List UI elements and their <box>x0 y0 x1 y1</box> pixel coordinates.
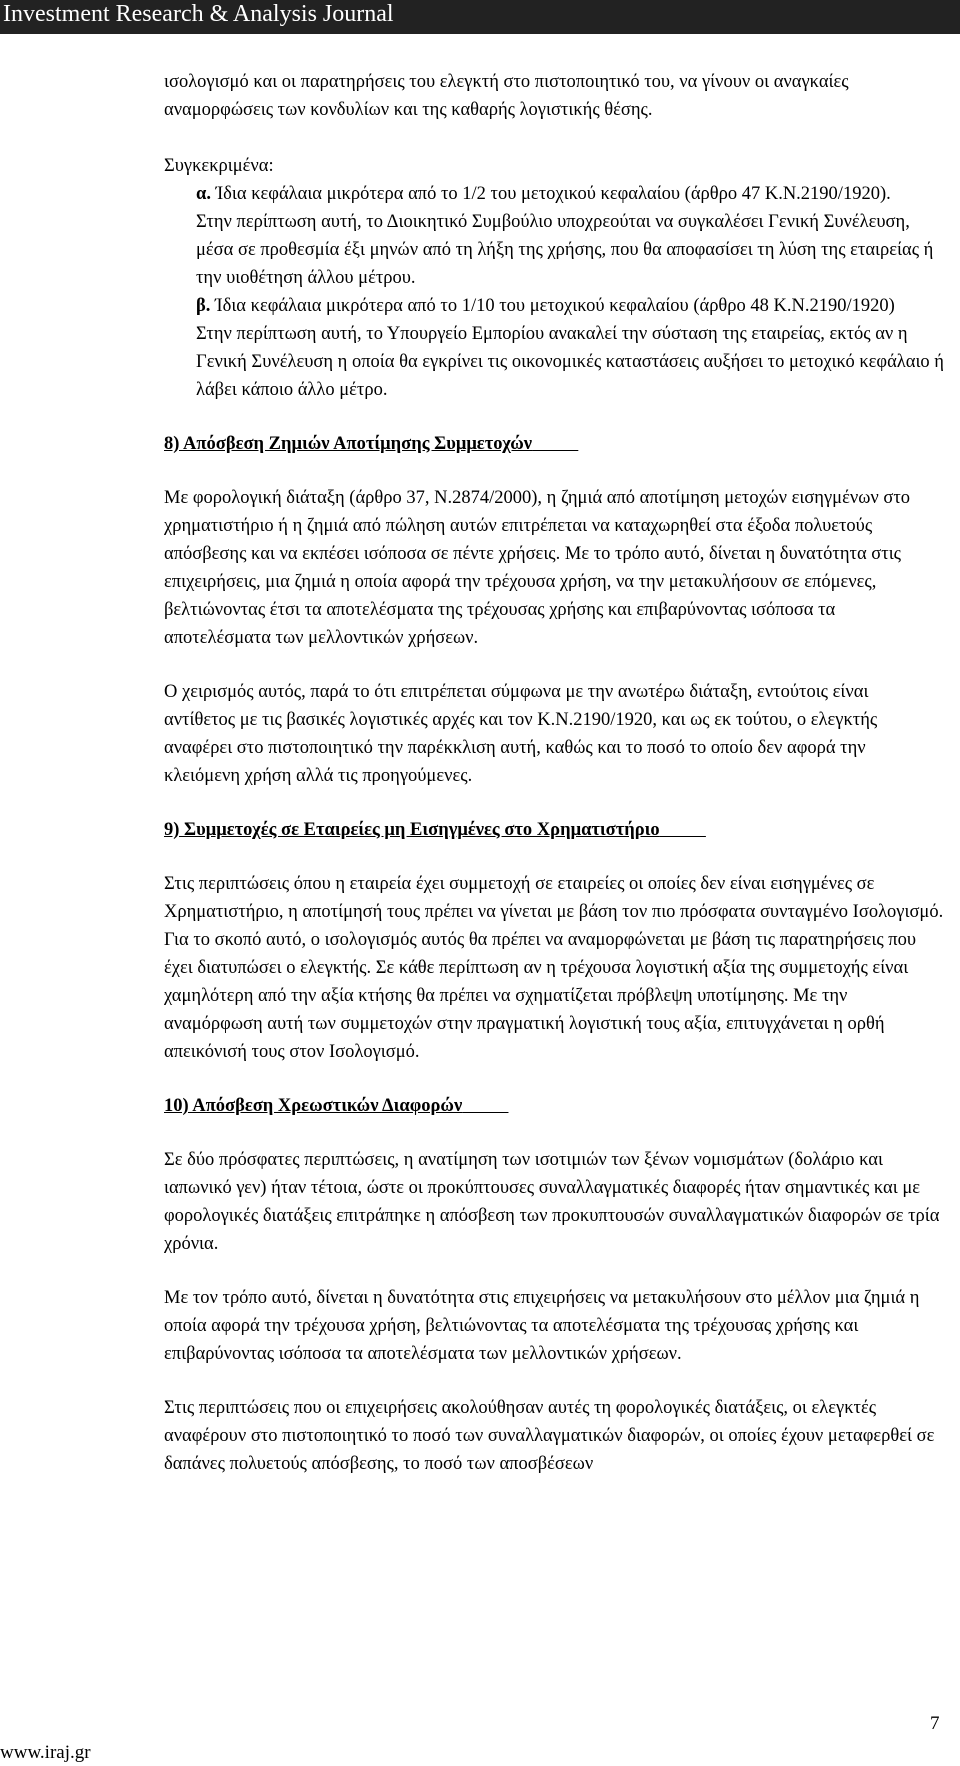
item-b-title-line <box>196 292 944 320</box>
item-b-body: Στην περίπτωση αυτή, το Υπουργείο Εμπορίου ανακαλεί την σύσταση της εταιρείας, εκτός αν η Γενική Συνέλευση η οποία θα εγκρίνει τις οικονομικές καταστάσεις αυξήσει το μετοχικό κεφάλαιο ή λάβει κάποιο άλλο μέτρο. <box>196 324 944 400</box>
item-b <box>196 292 944 404</box>
item-a-title: Ίδια κεφάλαια μικρότερα από το 1/2 του μετοχικού κεφαλαίου (άρθρο 47 Κ.Ν.2190/1920). <box>215 184 891 204</box>
intro-paragraph: ισολογισμό και οι παρατηρήσεις του ελεγκτή στο πιστοποιητικό του, να γίνουν οι αναγκαίες αναμορφώσεις των κονδυλίων και της καθαρής λογιστικής θέσης. <box>164 72 849 120</box>
item-b-title: Ίδια κεφάλαια μικρότερα από το 1/10 του μετοχικού κεφαλαίου (άρθρο 48 Κ.Ν.2190/1920) <box>215 296 895 316</box>
section-8-paragraph-1: Με φορολογική διάταξη (άρθρο 37, Ν.2874/2000), η ζημιά από αποτίμηση μετοχών εισηγμένων στο χρηματιστήριο ή η ζημιά από πώληση αυτών επιτρέπεται να καταχωρηθεί στα έξοδα πολυετούς απόσβεσης και να εκπέσει ισόποσα σε πέντε χρήσεις. Με το τρόπο αυτό, δίνεται η δυνατότητα στις επιχειρήσεις, μια ζημιά η οποία αφορά την τρέχουσα χρήση, να την μετακυλήσουν σε επόμενες, βελτιώνοντας έτσι τα αποτελέσματα της τρέχουσας χρήσης και επιβαρύνοντας ισόποσα τα αποτελέσματα των μελλοντικών χρήσεων. <box>164 488 911 648</box>
section-8-heading <box>164 430 944 458</box>
article-body <box>164 68 944 1478</box>
section-9-heading-text: 9) Συμμετοχές σε Εταιρείες μη Εισηγμένες στο Χρηματιστήριο <box>164 820 660 840</box>
section-10-heading-text: 10) Απόσβεση Χρεωστικών Διαφορών <box>164 1096 463 1116</box>
section-10-paragraph-1: Σε δύο πρόσφατες περιπτώσεις, η ανατίμηση των ισοτιμιών των ξένων νομισμάτων (δολάριο και ιαπωνικό γεν) ήταν τέτοια, ώστε οι προκύπτουσες συναλλαγματικές διαφορές ήταν σημαντικές και με φορολογικές διατάξεις επιτράπηκε η απόσβεση των προκυπτουσών συναλλαγματικών διαφορών σε τρία χρόνια. <box>164 1150 940 1254</box>
section-9-paragraph-1: Στις περιπτώσεις όπου η εταιρεία έχει συμμετοχή σε εταιρείες οι οποίες δεν είναι εισηγμένες σε Χρηματιστήριο, η αποτίμησή τους πρέπει να γίνεται με βάση τον πιο πρόσφατα συνταγμένο Ισολογισμό. Για το σκοπό αυτό, ο ισολογισμός αυτός θα πρέπει να αναμορφώνεται με βάση τις παρατηρήσεις που έχει διατυπώσει ο ελεγκτής. Σε κάθε περίπτωση αν η τρέχουσα λογιστική αξία της συμμετοχής είναι χαμηλότερη από την αξία κτήσης θα πρέπει να σχηματίζεται πρόβλεψη υποτίμησης. Με την αναμόρφωση αυτή των συμμετοχών στην πραγματική λογιστική τους αξία, επιτυγχάνεται η ορθή απεικόνισή τους στον Ισολογισμό. <box>164 874 944 1062</box>
item-a-marker: α. <box>196 184 211 204</box>
section-10-heading <box>164 1092 944 1120</box>
item-a-title-line <box>196 180 944 208</box>
journal-title: Investment Research & Analysis Journal <box>3 1 394 27</box>
section-10-paragraph-3: Στις περιπτώσεις που οι επιχειρήσεις ακολούθησαν αυτές τη φορολογικές διατάξεις, οι ελεγκτές αναφέρουν στο πιστοποιητικό το ποσό των συναλλαγματικών διαφορών, οι οποίες έχουν μεταφερθεί σε δαπάνες πολυετούς απόσβεσης, το ποσό των αποσβέσεων <box>164 1398 935 1474</box>
page-number: 7 <box>930 1713 940 1734</box>
section-8-paragraph-2: Ο χειρισμός αυτός, παρά το ότι επιτρέπεται σύμφωνα με την ανωτέρω διάταξη, εντούτοις είναι αντίθετος με τις βασικές λογιστικές αρχές και τον Κ.Ν.2190/1920, και ως εκ τούτου, ο ελεγκτής αναφέρει στο πιστοποιητικό την παρέκκλιση αυτή, καθώς και το ποσό το οποίο δεν αφορά την κλειόμενη χρήση αλλά τις προηγούμενες. <box>164 682 878 786</box>
section-8-heading-text: 8) Απόσβεση Ζημιών Αποτίμησης Συμμετοχών <box>164 434 533 454</box>
item-b-marker: β. <box>196 296 211 316</box>
specifically-label: Συγκεκριμένα: <box>164 156 274 176</box>
footer-site-link[interactable]: www.iraj.gr <box>0 1742 91 1763</box>
section-9-heading <box>164 816 944 844</box>
item-a-body: Στην περίπτωση αυτή, το Διοικητικό Συμβούλιο υποχρεούται να συγκαλέσει Γενική Συνέλευση, μέσα σε προθεσμία έξι μηνών από τη λήξη της χρήσης, που θα αποφασίσει τη λύση της εταιρείας ή την υιοθέτηση άλλου μέτρου. <box>196 212 934 288</box>
section-10-paragraph-2: Με τον τρόπο αυτό, δίνεται η δυνατότητα στις επιχειρήσεις να μετακυλήσουν στο μέλλον μια ζημιά η οποία αφορά την τρέχουσα χρήση, βελτιώνοντας τα αποτελέσματα της τρέχουσας χρήσης και επιβαρύνοντας ισόποσα τα αποτελέσματα των μελλοντικών χρήσεων. <box>164 1288 920 1364</box>
item-a <box>196 180 944 292</box>
journal-header <box>0 0 960 34</box>
